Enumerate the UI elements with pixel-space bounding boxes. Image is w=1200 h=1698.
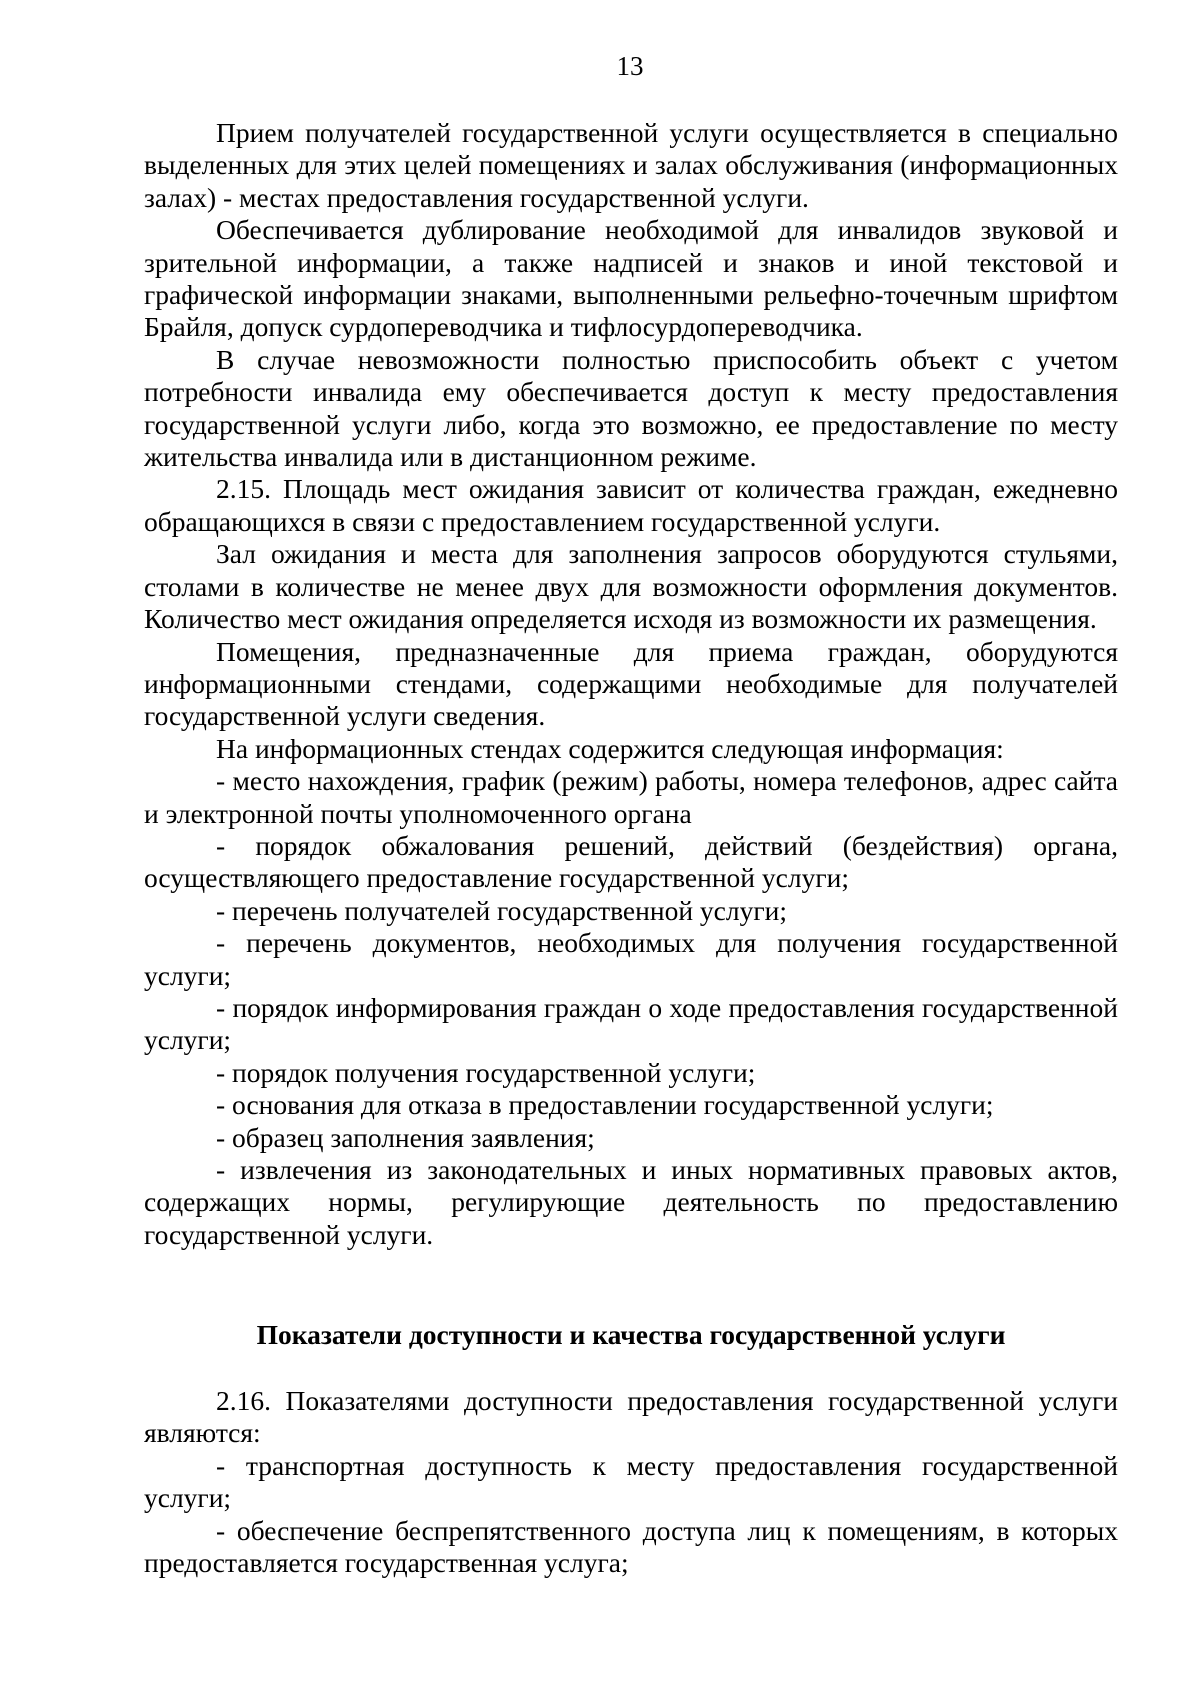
list-item: - место нахождения, график (режим) работы, номера телефонов, адрес сайта и электронной почты уполномоченного органа (144, 765, 1118, 829)
paragraph: Помещения, предназначенные для приема граждан, оборудуются информационными стендами, содержащими необходимые для получателей государственной услуги сведения. (144, 635, 1118, 732)
paragraph: Обеспечивается дублирование необходимой для инвалидов звуковой и зрительной информации, а также надписей и знаков и иной текстовой и графической информации знаками, выполненными рельефно-точечным шрифтом Брайля, допуск сурдопереводчика и тифлосурдопереводчика. (144, 214, 1118, 343)
paragraph: В случае невозможности полностью приспособить объект с учетом потребности инвалида ему обеспечивается доступ к месту предоставления государственной услуги либо, когда это возможно, ее предоставление по месту жительства инвалида или в дистанционном режиме. (144, 343, 1118, 473)
paragraph: На информационных стендах содержится следующая информация: (216, 732, 1004, 764)
list-item: - обеспечение беспрепятственного доступа лиц к помещениям, в которых предоставляется государственная услуга; (144, 1514, 1118, 1579)
list-item: - перечень получателей государственной услуги; (216, 894, 787, 926)
list-item: - транспортная доступность к месту предоставления государственной услуги; (144, 1449, 1118, 1514)
list-item: - извлечения из законодательных и иных нормативных правовых актов, содержащих нормы, регулирующие деятельность по предоставлению государственной услуги. (144, 1154, 1118, 1250)
list-item: - перечень документов, необходимых для получения государственной услуги; (144, 927, 1118, 991)
list-item: - порядок информирования граждан о ходе предоставления государственной услуги; (144, 991, 1118, 1056)
paragraph: Прием получателей государственной услуги осуществляется в специально выделенных для этих целей помещениях и залах обслуживания (информационных залах) - местах предоставления государственной услуги. (144, 117, 1118, 213)
paragraph: Зал ожидания и места для заполнения запросов оборудуются стульями, столами в количестве не менее двух для возможности оформления документов. Количество мест ожидания определяется исходя из возможности их размещения. (144, 538, 1118, 635)
list-item: - образец заполнения заявления; (216, 1121, 595, 1153)
list-item: - основания для отказа в предоставлении государственной услуги; (216, 1089, 994, 1121)
paragraph: 2.16. Показателями доступности предоставления государственной услуги являются: (144, 1385, 1118, 1449)
body-text-top (144, 117, 1118, 1251)
list-item: - порядок обжалования решений, действий (бездействия) органа, осуществляющего предоставление государственной услуги; (144, 829, 1118, 894)
section-title: Показатели доступности и качества государственной услуги (256, 1319, 1006, 1350)
body-text-bottom (144, 1385, 1118, 1579)
paragraph: 2.15. Площадь мест ожидания зависит от количества граждан, ежедневно обращающихся в связи с предоставлением государственной услуги. (144, 473, 1118, 537)
page-number: 13 (616, 51, 644, 81)
list-item: - порядок получения государственной услуги; (216, 1056, 756, 1088)
